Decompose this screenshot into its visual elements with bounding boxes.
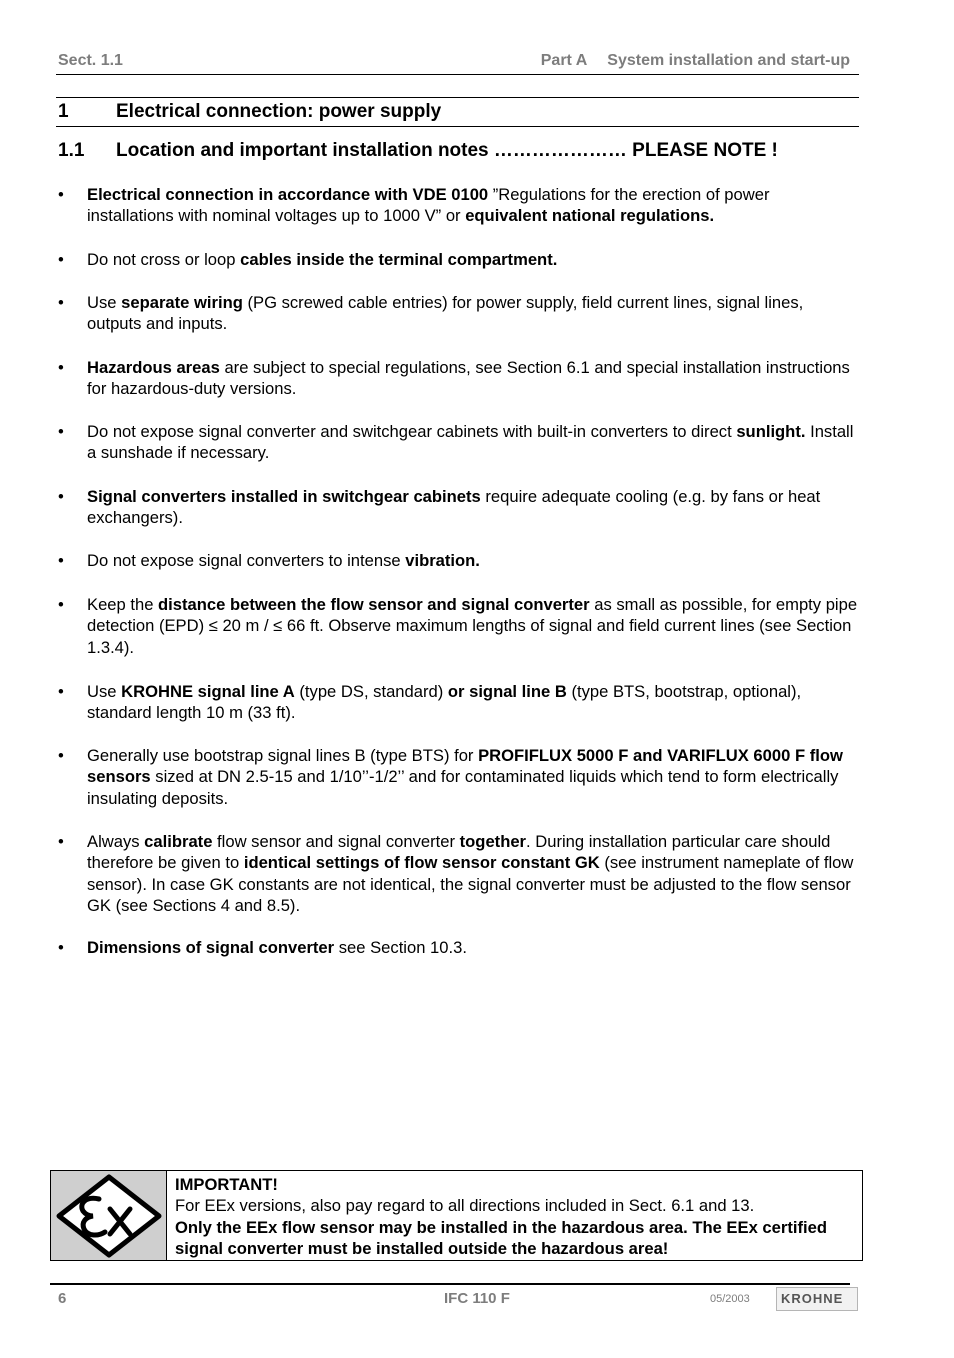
heading1 bbox=[58, 101, 441, 123]
heading1-number: 1 bbox=[58, 101, 69, 122]
footer-rule bbox=[50, 1283, 850, 1285]
bullet-icon: • bbox=[58, 358, 64, 377]
krohne-logo bbox=[776, 1287, 858, 1311]
footer-product: IFC 110 F bbox=[444, 1290, 510, 1307]
list-item: • Do not cross or loop cables inside the terminal compartment. bbox=[58, 250, 558, 269]
list-item: • Keep the distance between the flow sensor and signal converter as small as possible, for empty pipe detection (EPD) ≤ 20 m / ≤ 66 ft. Observe maximum lengths of signal and field current lines (see Section 1.3.4). bbox=[58, 595, 858, 657]
heading1-bottom-rule bbox=[56, 126, 859, 127]
notice-title: IMPORTANT! bbox=[175, 1175, 278, 1194]
bullet-icon: • bbox=[58, 938, 64, 957]
important-notice bbox=[50, 1170, 863, 1261]
ex-explosion-protection-icon bbox=[51, 1171, 167, 1260]
list-item: • Electrical connection in accordance with VDE 0100 ”Regulations for the erection of power installations with nominal voltages up to 1000 V” or equivalent national regulations. bbox=[58, 185, 770, 226]
list-item: • Do not expose signal converters to intense vibration. bbox=[58, 551, 480, 570]
heading2-number: 1.1 bbox=[58, 140, 85, 161]
header-part: Part A bbox=[540, 52, 588, 69]
list-item: • Use KROHNE signal line A (type DS, standard) or signal line B (type BTS, bootstrap, optional), standard length 10 m (33 ft). bbox=[58, 682, 802, 723]
bullet-icon: • bbox=[58, 682, 64, 701]
bullet-icon: • bbox=[58, 746, 64, 765]
header-title: System installation and start-up bbox=[607, 52, 850, 69]
notice-line1: For EEx versions, also pay regard to all directions included in Sect. 6.1 and 13. bbox=[175, 1196, 755, 1216]
list-item: • Always calibrate flow sensor and signal converter together. During installation particular care should therefore be given to identical settings of flow sensor constant GK (see instrument nameplate of flow sensor). In case GK constants are not identical, the signal converter must be adjusted to the flow sensor GK (see Sections 4 and 8.5). bbox=[58, 832, 854, 915]
bullet-icon: • bbox=[58, 551, 64, 570]
heading2 bbox=[58, 140, 778, 162]
bullet-icon: • bbox=[58, 185, 64, 204]
bullet-icon: • bbox=[58, 293, 64, 312]
bullet-icon: • bbox=[58, 250, 64, 269]
notice-line2: Only the EEx flow sensor may be installed in the hazardous area. The EEx certified signal converter must be installed outside the hazardous area! bbox=[175, 1217, 827, 1258]
list-item: • Generally use bootstrap signal lines B (type BTS) for PROFIFLUX 5000 F and VARIFLUX 6000 F flow sensors sized at DN 2.5-15 and 1/10’’-1/2’’ and for contaminated liquids which tend to form electrically insulating deposits. bbox=[58, 746, 843, 808]
list-item: • Do not expose signal converter and switchgear cabinets with built-in converters to direct sunlight. Install a sunshade if necessary. bbox=[58, 422, 854, 463]
bullet-icon: • bbox=[58, 487, 64, 506]
list-item: • Signal converters installed in switchgear cabinets require adequate cooling (e.g. by fans or heat exchangers). bbox=[58, 487, 821, 528]
header-section: Sect. 1.1 bbox=[58, 52, 123, 69]
bullet-icon: • bbox=[58, 832, 64, 851]
header-part-title bbox=[541, 52, 850, 70]
bullet-icon: • bbox=[58, 422, 64, 441]
list-item: • Dimensions of signal converter see Section 10.3. bbox=[58, 938, 467, 957]
list-item: • Hazardous areas are subject to special regulations, see Section 6.1 and special installation instructions for hazardous-duty versions. bbox=[58, 358, 850, 399]
heading1-text: Electrical connection: power supply bbox=[116, 101, 442, 122]
bullet-icon: • bbox=[58, 595, 64, 614]
krohne-logo-text: KROHNE bbox=[781, 1291, 844, 1306]
notice-text bbox=[175, 1174, 855, 1259]
list-item: • Use separate wiring (PG screwed cable entries) for power supply, field current lines, signal lines, outputs and inputs. bbox=[58, 293, 804, 334]
footer-page-number: 6 bbox=[58, 1290, 67, 1307]
footer-date: 05/2003 bbox=[710, 1293, 750, 1305]
header-rule bbox=[56, 74, 859, 75]
heading2-text: Location and important installation notes ………………… PLEASE NOTE ! bbox=[116, 140, 778, 161]
heading1-top-rule bbox=[56, 97, 859, 98]
